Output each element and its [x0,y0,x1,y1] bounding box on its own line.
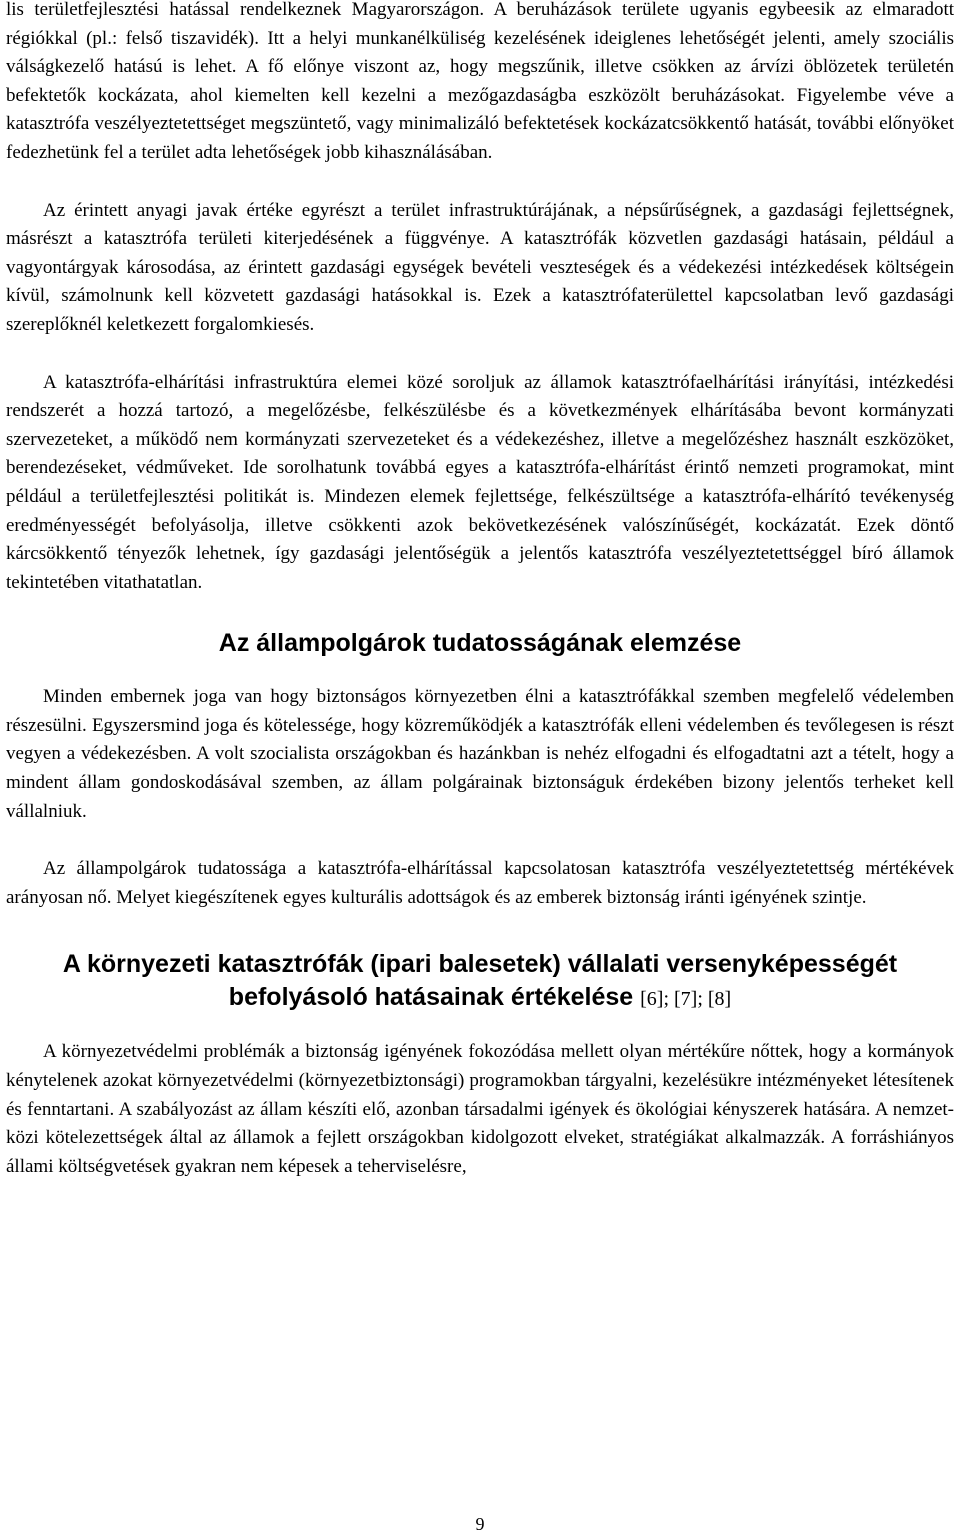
section-heading [6,948,954,1016]
section-heading-text: Az állampolgárok tudatosságának elemzése [218,629,742,658]
paragraph: lis területfejlesztési hatással rendelkeznek Magyarországon. A beruházások területe ugyanis egybeesik az elmaradott régiókkal (pl.: felső tiszavidék). Itt a helyi munkanélküliség kezelésének ideiglenes lehetőségét jelenti, amely szociális válságkezelő hatású is lehet. A fő előnye viszont az, hogy megszűnik, illetve csökken az árvízi öblözetek területén befektetők kockázata, ahol kiemelten kell kezelni a mezőgazdaságba eszközölt beruházásokat. Figyelembe véve a katasztrófa veszélyeztetettséget megszüntető, vagy minimalizáló befektetések kockázatcsökkentő hatását, további előnyöket fedezhetünk fel a terület adta lehetőségek jobb kihasználásában. [6,0,954,163]
section-heading-text: A környezeti katasztrófák (ipari balesetek) vállalati versenyképességét befolyásoló hatásainak értékelése [62,950,898,1012]
paragraph: Az érintett anyagi javak értéke egyrészt a terület infrastruktúrájának, a népsűrűségnek, a gazdasági fejlettségnek, másrészt a katasztrófa területi kiterjedésének a függvénye. A katasztrófák közvetlen gazdasági hatásain, például a vagyontárgyak károsodása, az érintett gazdasági egységek bevételi veszteségek és a védekezési intézkedések költségein kívül, számolnunk kell közvetett gazdasági hatásokkal is. Ezek a katasztrófaterülettel kapcsolatban levő gazdasági szereplőknél keletkezett forgalomkiesés. [6,199,954,335]
reference-citations: [6]; [7]; [8] [640,988,732,1011]
paragraph: A katasztrófa-elhárítási infrastruktúra elemei közé soroljuk az államok katasztrófaelhárítási irányítási, intézkedési rendszerét a hozzá tartozó, a megelőzésbe, felkészülésbe és a következmények elhárításába bevont kormányzati szervezeteket, a működő nem kormányzati szervezeteket és a védekezéshez, illetve a megelőzéshez használt eszközöket, berendezéseket, védműveket. Ide sorolhatunk továbbá egyes a katasztrófa-elhárítást érintő nemzeti programokat, mint például a területfejlesztési politikát is. Mindezen elemek fejlettsége, felkészültsége a katasztrófa-elhárító tevékenység eredményességét befolyásolja, illetve csökkenti azok bekövetkezésének valószínűségét, kockázatát. Ezek döntő kárcsökkentő tényezők lehetnek, így gazdasági jelentőségük a jelentős katasztrófa veszélyeztetettséggel bíró államok tekintetében vitathatatlan. [6,371,954,593]
section-heading [6,628,954,659]
document-page [6,0,954,1181]
paragraph: Minden embernek joga van hogy biztonságos környezetben élni a katasztrófákkal szemben megfelelő védelemben részesülni. Egyszersmind joga és kötelessége, hogy közreműködjék a katasztrófák elleni védelemben és tevőlegesen is részt vegyen a védekezésben. A volt szocialista országokban és hazánkban is nehéz elfogadni és elfogadtatni azt a tételt, hogy a mindent állam gondoskodásával szemben, az állam polgárainak biztonságuk érdekében bizony jelentős terheket kell vállalniuk. [6,686,954,822]
page-number: 9 [475,1514,485,1534]
paragraph: A környezetvédelmi problémák a biztonság igényének fokozódása mellett olyan mértékűre nőttek, hogy a kormányok kénytelenek azokat környezetvédelmi (környezetbiztonsági) programokban tárgyalni, kezelésükre intézményeket létesítenek és fenntartani. A szabályozást az állam készíti elő, azonban társadalmi igények és ökológiai kényszerek hatására. A nemzetközi kötelezettségek által az államok a fejlett országokban kidolgozott elveket, stratégiákat alkalmazzák. A forráshiányos állami költségvetések gyakran nem képesek a teherviselésre, [6,1041,954,1177]
paragraph: Az állampolgárok tudatossága a katasztrófa-elhárítással kapcsolatosan katasztrófa veszélyeztetettség mértékévek arányosan nő. Melyet kiegészítenek egyes kulturális adottságok és az emberek biztonság iránti igényének szintje. [6,858,954,908]
